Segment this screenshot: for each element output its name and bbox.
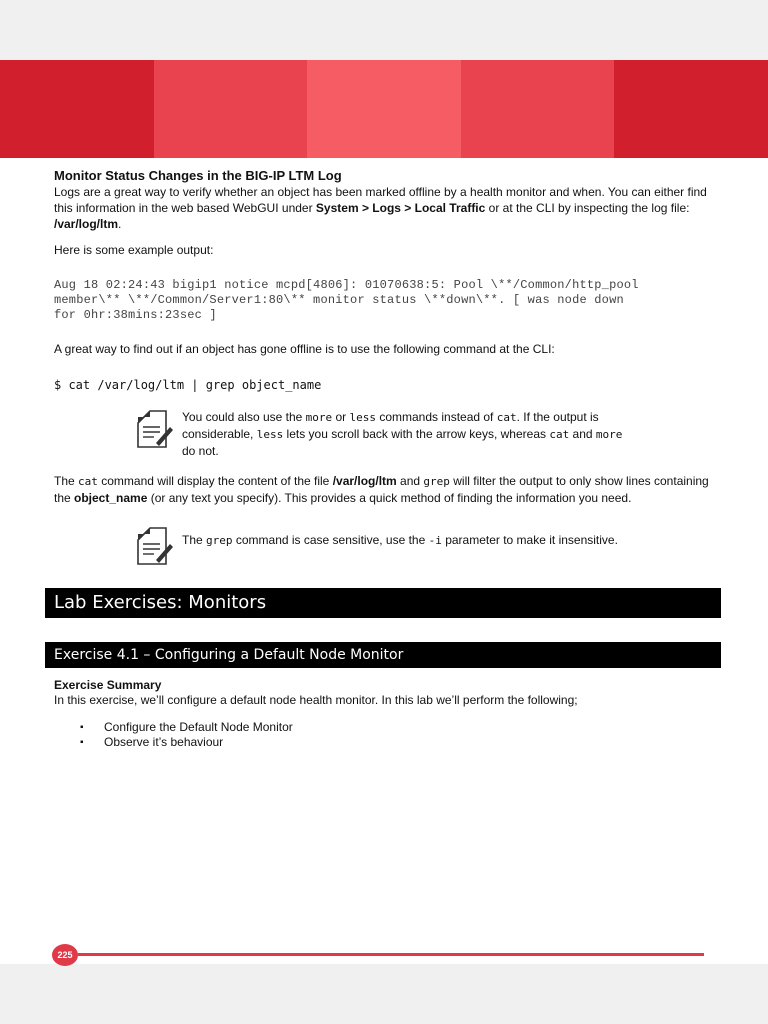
lab-heading: Lab Exercises: Monitors	[45, 588, 721, 618]
text-span: and	[569, 427, 596, 441]
page-number: 225	[52, 944, 78, 966]
text-span: do not.	[182, 444, 219, 458]
banner-block-3	[307, 60, 461, 158]
text-span: The	[182, 533, 207, 547]
log-file-path: /var/log/ltm	[332, 474, 397, 488]
text-span: . If the output is considerable,	[182, 410, 599, 441]
text-span: parameter to make it insensitive.	[441, 533, 618, 547]
text-span: (or any text you specify). This provides a quick method of finding the information you need.	[147, 491, 632, 505]
note-icon	[134, 409, 174, 449]
summary-text: In this exercise, we’ll configure a default node health monitor. In this lab we’ll perform the following;	[54, 693, 578, 707]
text-span: command is case sensitive, use the	[232, 533, 429, 547]
menu-path: System > Logs > Local Traffic	[315, 201, 486, 215]
note-text	[182, 526, 618, 549]
text-span: commands instead of	[376, 410, 497, 424]
cli-command: $ cat /var/log/ltm | grep object_name	[54, 378, 322, 392]
list-item: ▪ Observe it’s behaviour	[104, 735, 716, 750]
code-span: cat	[496, 411, 517, 424]
text-span: lets you scroll back with the arrow keys, whereas	[283, 427, 550, 441]
log-line: member\** \**/Common/Server1:80\** monitor status \**down\**. [ was node down	[54, 293, 624, 307]
code-span: grep	[423, 475, 450, 488]
summary-title: Exercise Summary	[54, 678, 162, 692]
code-span: cat	[549, 428, 570, 441]
code-span: grep	[206, 534, 233, 547]
document-page	[0, 60, 768, 964]
log-file-path: /var/log/ltm	[54, 217, 119, 231]
banner-block-1	[0, 60, 154, 158]
note-text	[182, 409, 624, 459]
text-span: The	[54, 474, 79, 488]
note-box	[134, 526, 624, 566]
exercise-heading: Exercise 4.1 – Configuring a Default Node Monitor	[45, 642, 721, 668]
banner-block-2	[154, 60, 308, 158]
explanation-paragraph	[54, 473, 716, 506]
list-item: ▪ Configure the Default Node Monitor	[104, 720, 716, 735]
page-content	[54, 168, 716, 750]
text-span: .	[118, 217, 122, 231]
text-span: or	[332, 410, 350, 424]
exercise-task-list	[54, 720, 716, 750]
text-span: will filter the output to only show lines containing the	[54, 474, 709, 505]
banner-block-5	[614, 60, 768, 158]
section-heading: Monitor Status Changes in the BIG-IP LTM Log	[54, 168, 342, 183]
text-span: Logs are a great way to verify whether an object has been marked offline by a health monitor and when. You can either find this information in the web based WebGUI under	[54, 185, 707, 215]
header-banner	[0, 60, 768, 158]
log-line: for 0hr:38mins:23sec ]	[54, 308, 217, 322]
code-span: less	[349, 411, 376, 424]
text-span: or at the CLI by inspecting the log file:	[485, 201, 690, 215]
code-span: more	[595, 428, 623, 441]
example-intro: Here is some example output:	[54, 243, 214, 257]
note-box	[134, 409, 624, 459]
object-name-term: object_name	[74, 491, 148, 505]
find-paragraph: A great way to find out if an object has gone offline is to use the following command at the CLI:	[54, 342, 555, 356]
intro-paragraph	[54, 184, 716, 232]
log-output	[54, 278, 716, 323]
footer-rule	[78, 953, 704, 956]
code-span: more	[305, 411, 333, 424]
log-line: Aug 18 02:24:43 bigip1 notice mcpd[4806]: 01070638:5: Pool \**/Common/http_pool	[54, 278, 639, 292]
text-span: and	[396, 474, 424, 488]
exercise-summary	[54, 678, 716, 750]
text-span: You could also use the	[182, 410, 306, 424]
note-icon	[134, 526, 174, 566]
banner-block-4	[461, 60, 615, 158]
code-span: less	[256, 428, 284, 441]
text-span: command will display the content of the file	[97, 474, 333, 488]
code-span: cat	[78, 475, 98, 488]
code-span: -i	[428, 534, 442, 547]
